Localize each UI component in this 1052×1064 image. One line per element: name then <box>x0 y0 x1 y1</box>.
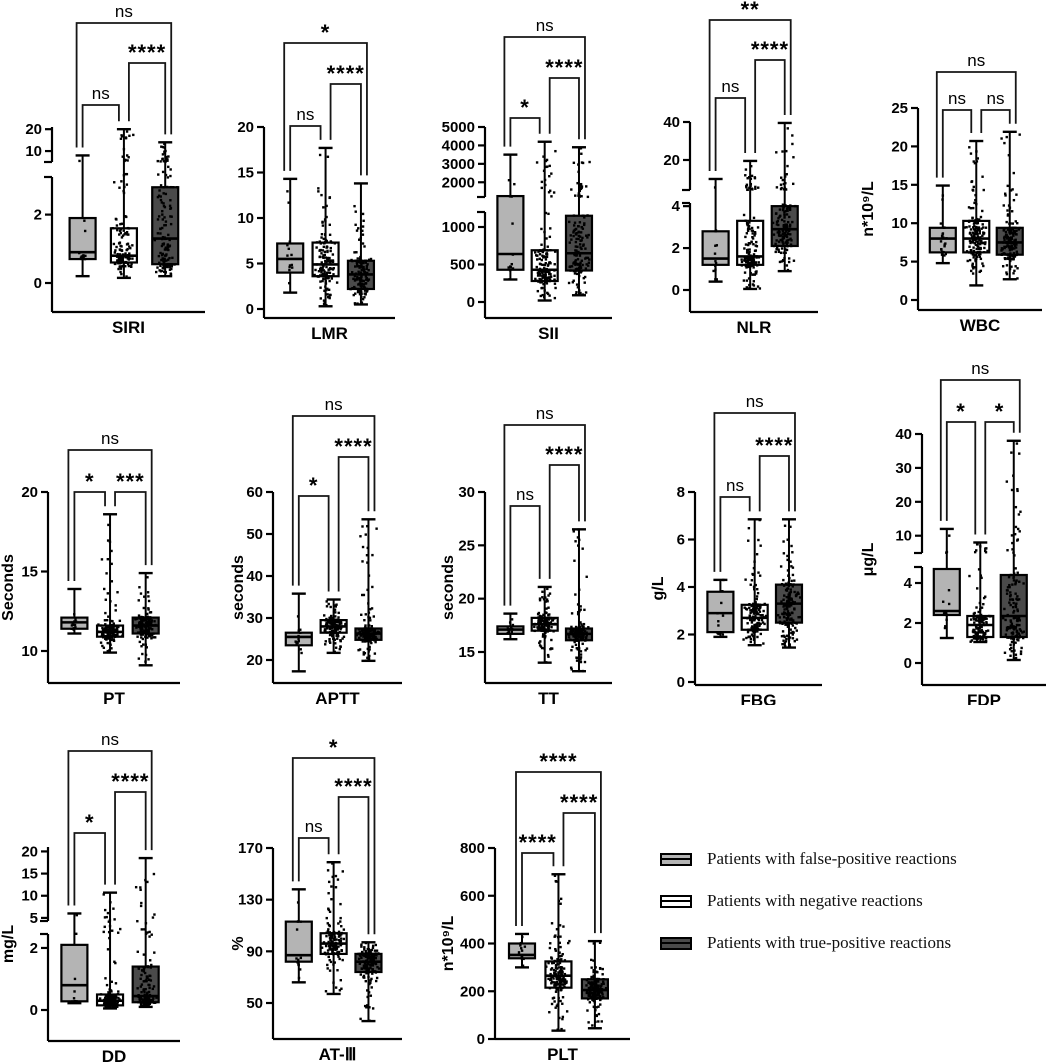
sig-label: * <box>308 473 319 498</box>
sig-label: ns <box>101 429 120 448</box>
sig-label: ns <box>516 485 535 504</box>
sig-label: **** <box>518 830 557 855</box>
sig-label: **** <box>539 749 578 774</box>
y-axis-label: seconds <box>230 555 247 620</box>
box-group-3 <box>566 147 592 296</box>
sig-bracket <box>947 422 975 534</box>
y-tick-label: 20 <box>891 138 908 156</box>
sig-label: **** <box>127 40 167 65</box>
y-tick-label: 30 <box>895 459 912 477</box>
y-tick-label: 20 <box>663 151 680 169</box>
panel-title: TT <box>538 689 559 705</box>
y-axis-label: mg/L <box>0 924 17 964</box>
y-tick-label: 2 <box>671 240 680 258</box>
sig-label: ns <box>324 395 343 414</box>
box-group-1 <box>286 889 312 982</box>
sig-label: * <box>84 810 95 835</box>
box-group-2 <box>532 142 558 301</box>
sig-label: ns <box>91 84 110 103</box>
sig-bracket <box>331 84 361 175</box>
panel-title: DD <box>101 1047 127 1064</box>
y-tick-label: 60 <box>246 484 263 501</box>
panel-APTT <box>230 360 440 705</box>
panel-NLR <box>650 0 860 350</box>
legend-swatch-median-line <box>662 858 690 860</box>
sig-bracket <box>74 492 105 581</box>
sig-label: * <box>994 399 1005 424</box>
sig-label: * <box>328 735 339 760</box>
sig-label: ** <box>740 0 760 22</box>
panel-SIRI <box>0 0 230 350</box>
sig-bracket <box>129 63 165 134</box>
sig-bracket <box>504 37 585 147</box>
sig-bracket <box>760 456 789 511</box>
y-tick-label: 40 <box>246 568 263 585</box>
y-tick-label: 20 <box>237 119 254 136</box>
panel-DD <box>0 710 230 1064</box>
box-group-3 <box>1001 441 1027 660</box>
sig-label: ns <box>535 404 554 423</box>
sig-bracket <box>339 797 369 934</box>
sig-bracket <box>115 792 146 885</box>
box-group-3 <box>133 858 159 1007</box>
y-tick-label: 0 <box>29 1002 38 1019</box>
sig-label: ns <box>986 89 1005 108</box>
box-group-2 <box>321 862 347 994</box>
panel-SII <box>440 0 650 350</box>
sig-label: **** <box>545 55 584 80</box>
sig-label: ns <box>948 89 967 108</box>
box-group-3 <box>152 142 178 276</box>
sig-label: * <box>520 95 530 120</box>
panel-title: PT <box>103 689 125 705</box>
y-tick-label: 25 <box>891 100 908 117</box>
y-tick-label: 500 <box>449 256 475 274</box>
sig-bracket <box>716 98 746 171</box>
y-tick-label: 10 <box>237 210 254 227</box>
sig-label: ns <box>967 51 986 70</box>
sig-label: ns <box>721 77 740 96</box>
box-group-2 <box>967 542 993 643</box>
sig-label: **** <box>334 434 373 459</box>
y-axis-label: g/L <box>650 576 667 601</box>
y-tick-label: 0 <box>899 292 908 309</box>
sig-label: * <box>320 20 331 45</box>
box-group-3 <box>355 942 381 1022</box>
panel-FDP <box>860 360 1052 705</box>
box <box>930 228 956 253</box>
legend-item-true-positive <box>660 930 1048 956</box>
box-group-1 <box>930 186 956 264</box>
panel-PT <box>0 360 230 705</box>
legend-item-negative <box>660 888 1048 914</box>
sig-bracket <box>563 813 594 933</box>
legend <box>660 846 1048 972</box>
y-tick-label: 20 <box>25 121 42 139</box>
y-axis-label: n*10⁹/L <box>860 181 877 237</box>
sig-bracket <box>755 60 785 153</box>
y-tick-label: 130 <box>237 891 263 909</box>
y-tick-label: 15 <box>458 644 475 661</box>
legend-label: Patients with true-positive reactions <box>707 933 952 952</box>
y-tick-label: 400 <box>459 935 485 953</box>
box-group-1 <box>497 155 523 281</box>
y-tick-label: 20 <box>21 843 38 861</box>
y-tick-label: 0 <box>671 282 680 299</box>
y-tick-label: 20 <box>458 590 475 608</box>
y-tick-label: 4 <box>671 198 680 216</box>
box-group-1 <box>70 155 96 276</box>
sig-label: *** <box>116 469 145 494</box>
box-group-3 <box>997 132 1023 280</box>
y-tick-label: 90 <box>246 943 263 961</box>
y-tick-label: 10 <box>25 143 42 161</box>
y-tick-label: 10 <box>21 643 38 660</box>
y-tick-label: 10 <box>891 215 908 233</box>
y-axis-label: Seconds <box>0 554 17 621</box>
y-axis-label: % <box>230 936 247 951</box>
box <box>497 196 523 270</box>
y-tick-label: 30 <box>458 484 475 501</box>
legend-swatch-median-line <box>662 900 690 902</box>
sig-bracket <box>943 110 971 178</box>
y-tick-label: 0 <box>676 674 685 691</box>
sig-bracket <box>522 853 553 926</box>
box-group-3 <box>582 941 608 1028</box>
sig-bracket <box>299 496 329 592</box>
sig-bracket <box>510 506 539 606</box>
y-tick-label: 0 <box>245 301 254 318</box>
y-tick-label: 50 <box>246 995 263 1012</box>
panel-title: SII <box>538 324 559 343</box>
sig-label: * <box>84 469 95 494</box>
sig-bracket <box>720 497 749 572</box>
box-group-3 <box>348 183 374 304</box>
y-tick-label: 0 <box>903 655 912 672</box>
box-group-3 <box>133 573 159 665</box>
sig-label: **** <box>111 769 150 794</box>
sig-bracket <box>290 126 320 171</box>
sig-bracket <box>985 422 1013 534</box>
y-tick-label: 4000 <box>441 137 475 155</box>
sig-label: ns <box>101 730 120 749</box>
y-tick-label: 40 <box>663 114 680 131</box>
y-tick-label: 3000 <box>441 155 475 173</box>
panel-LMR <box>230 0 440 350</box>
sig-bracket <box>299 838 329 881</box>
panel-title: FDP <box>967 691 1001 705</box>
box-group-2 <box>321 600 347 653</box>
sig-bracket <box>510 118 539 147</box>
sig-label: **** <box>545 442 584 467</box>
sig-label: ns <box>114 2 133 21</box>
y-tick-label: 8 <box>676 484 685 501</box>
panel-title: APTT <box>315 689 360 705</box>
box-group-1 <box>277 179 303 293</box>
box <box>934 569 960 615</box>
panel-title: LMR <box>311 324 348 343</box>
y-tick-label: 15 <box>237 164 254 182</box>
sig-label: ns <box>535 16 554 35</box>
sig-label: ns <box>304 817 323 836</box>
box-group-1 <box>497 614 523 640</box>
y-tick-label: 6 <box>676 531 685 549</box>
box-group-2 <box>532 587 558 664</box>
box <box>61 945 87 1001</box>
y-axis-label: n*10⁹/L <box>440 915 457 972</box>
panel-AT-Ⅲ <box>230 710 440 1064</box>
y-tick-label: 5000 <box>441 119 475 136</box>
legend-swatch-median-line <box>662 942 690 944</box>
y-tick-label: 4 <box>903 575 912 592</box>
box-group-1 <box>509 934 535 967</box>
y-tick-label: 2 <box>676 626 685 644</box>
sig-label: * <box>956 399 966 424</box>
panel-title: WBC <box>959 316 1001 335</box>
sig-bracket <box>339 457 369 592</box>
panel-WBC <box>860 0 1052 350</box>
y-tick-label: 20 <box>21 484 38 501</box>
panel-PLT <box>440 710 660 1064</box>
box-group-2 <box>742 519 768 645</box>
panel-title: FBG <box>740 691 777 705</box>
sig-label: ns <box>971 360 990 378</box>
sig-label: ns <box>726 476 745 495</box>
y-tick-label: 25 <box>458 537 475 555</box>
box-group-1 <box>61 589 87 634</box>
box-group-2 <box>313 148 339 306</box>
legend-swatch-true-positive <box>660 937 692 950</box>
panel-TT <box>440 360 650 705</box>
box-group-2 <box>545 874 571 1031</box>
sig-bracket <box>981 110 1009 133</box>
legend-swatch-negative <box>660 895 692 908</box>
box-group-2 <box>963 141 989 285</box>
y-tick-label: 10 <box>21 887 38 905</box>
box-group-3 <box>566 528 592 672</box>
legend-label: Patients with negative reactions <box>707 891 923 910</box>
sig-label: **** <box>326 61 365 86</box>
panel-FBG <box>650 360 860 705</box>
y-tick-label: 15 <box>21 865 38 883</box>
box-group-1 <box>934 529 960 638</box>
y-tick-label: 20 <box>246 652 263 669</box>
legend-swatch-false-positive <box>660 853 692 866</box>
box-group-1 <box>286 594 312 672</box>
panel-title: SIRI <box>111 318 146 337</box>
y-tick-label: 1000 <box>441 219 475 236</box>
sig-label: **** <box>755 433 794 458</box>
y-tick-label: 5 <box>29 909 38 927</box>
box-group-2 <box>97 893 123 1010</box>
y-tick-label: 15 <box>891 176 908 194</box>
box-group-2 <box>737 161 763 290</box>
y-tick-label: 20 <box>895 493 912 511</box>
sig-label: **** <box>560 790 599 815</box>
y-tick-label: 2 <box>33 206 42 224</box>
y-tick-label: 800 <box>459 840 485 857</box>
sig-label: ns <box>296 105 315 124</box>
box-group-1 <box>703 179 729 282</box>
sig-bracket <box>550 78 579 139</box>
y-tick-label: 15 <box>21 563 38 581</box>
y-axis-label: μg/L <box>860 542 877 577</box>
y-tick-label: 2 <box>29 939 38 957</box>
box-group-2 <box>111 129 137 278</box>
sig-bracket <box>74 833 105 905</box>
y-tick-label: 0 <box>466 294 475 311</box>
sig-label: **** <box>334 774 373 799</box>
panel-title: NLR <box>736 318 772 337</box>
y-tick-label: 40 <box>895 426 912 443</box>
y-tick-label: 170 <box>237 840 263 857</box>
y-tick-label: 50 <box>246 526 263 543</box>
legend-item-false-positive <box>660 846 1048 872</box>
box-group-2 <box>97 514 124 652</box>
y-tick-label: 0 <box>476 1031 485 1048</box>
y-tick-label: 0 <box>33 275 42 292</box>
box-group-1 <box>61 913 87 1003</box>
y-tick-label: 200 <box>459 983 485 1001</box>
y-tick-label: 30 <box>246 610 263 627</box>
panel-title: AT-Ⅲ <box>318 1045 357 1064</box>
y-tick-label: 10 <box>895 527 912 545</box>
y-tick-label: 5 <box>899 253 908 271</box>
sig-bracket <box>83 105 119 147</box>
y-axis-label: seconds <box>440 555 457 620</box>
sig-bracket <box>941 380 1020 521</box>
box-group-3 <box>355 519 381 662</box>
sig-label: ns <box>745 392 764 411</box>
box-group-3 <box>772 123 798 271</box>
box-group-3 <box>776 519 802 648</box>
box-group-1 <box>707 579 733 637</box>
panel-title: PLT <box>547 1045 578 1064</box>
sig-label: **** <box>750 37 790 62</box>
y-tick-label: 2000 <box>441 174 475 192</box>
y-tick-label: 600 <box>459 887 485 905</box>
legend-label: Patients with false-positive reactions <box>707 849 957 868</box>
sig-bracket <box>115 492 146 565</box>
y-tick-label: 4 <box>676 579 685 596</box>
y-tick-label: 2 <box>903 615 912 632</box>
y-tick-label: 5 <box>245 255 254 273</box>
scatter-group-2 <box>323 600 347 653</box>
